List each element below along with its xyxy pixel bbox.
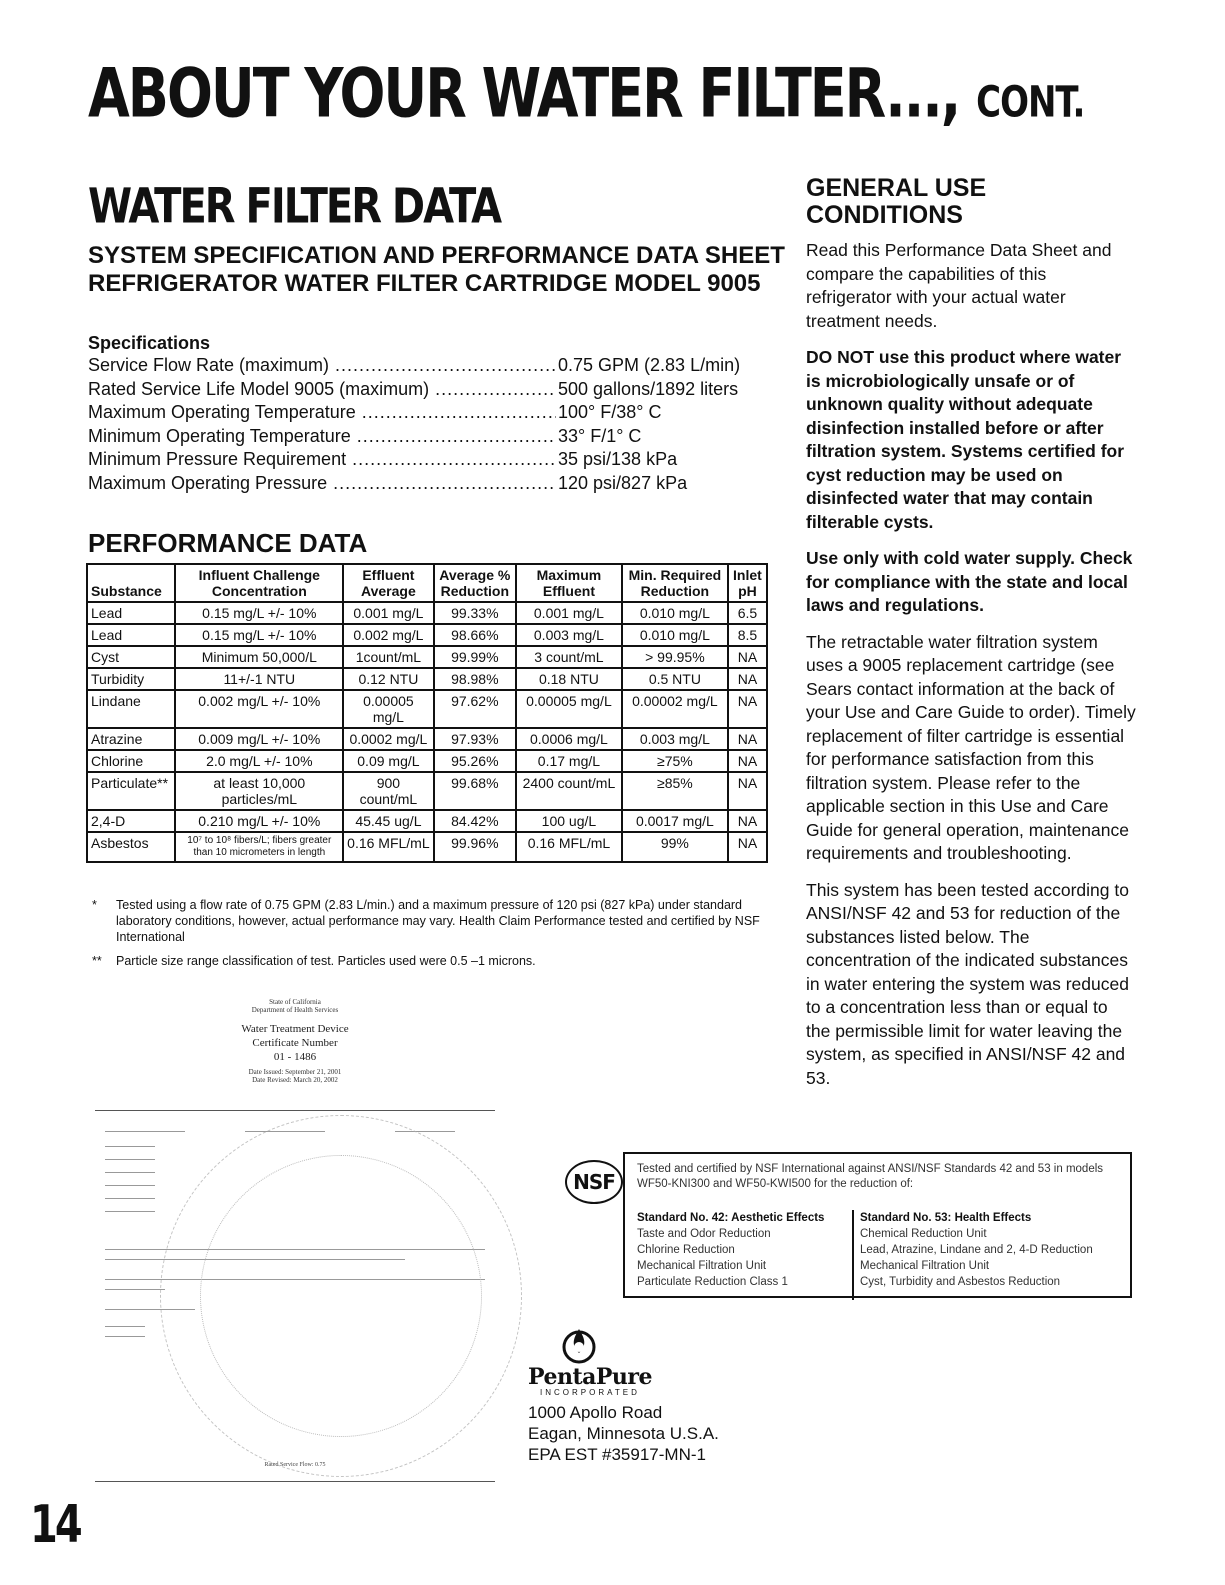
table-cell: 0.5 NTU [622,668,728,690]
table-cell: Lead [87,602,175,624]
table-cell: 0.003 mg/L [516,624,622,646]
col-avg-reduction: Average % Reduction [434,564,516,602]
table-cell: 0.16 MFL/mL [516,832,622,862]
table-cell: NA [728,728,767,750]
col-substance: Substance [87,564,175,602]
spec-name: Maximum Operating Temperature ..... [88,401,556,425]
table-row [87,832,767,862]
table-cell: 0.010 mg/L [622,602,728,624]
general-p1: Read this Performance Data Sheet and compare the capabilities of this refrigerator with your actual water treatment needs. [806,240,1112,331]
table-cell: 11+/-1 NTU [175,668,343,690]
col-min-required: Min. Required Reduction [622,564,728,602]
std53-column [860,1210,1125,1290]
table-cell: 98.66% [434,624,516,646]
page-number: 14 [30,1495,80,1555]
table-cell: 8.5 [728,624,767,646]
cert-number: 01 - 1486 [273,1051,317,1063]
table-cell: 900 count/mL [343,772,434,810]
table-cell: NA [728,690,767,728]
spec-value: 33° F/1° C [558,425,642,446]
table-cell: NA [728,668,767,690]
std53-item: Cyst, Turbidity and Asbestos Reduction [860,1276,1061,1288]
table-cell: Cyst [87,646,175,668]
table-cell: 0.00005 mg/L [516,690,622,728]
system-heading: SYSTEM SPECIFICATION AND PERFORMANCE DATA SHEET REFRIGERATOR WATER FILTER CARTRIDGE MODEL 9005 [88,242,785,297]
spec-value: 500 gallons/1892 liters [558,378,739,399]
table-cell: Chlorine [87,750,175,772]
table-cell: at least 10,000 particles/mL [175,772,343,810]
std53-item: Chemical Reduction Unit [860,1228,987,1240]
table-cell: 0.00002 mg/L [622,690,728,728]
table-cell: 0.0006 mg/L [516,728,622,750]
cert-footer: Rated Service Flow: 0.75 [264,1462,326,1468]
table-row [87,624,767,646]
table-cell: 99% [622,832,728,862]
spec-list [88,354,788,495]
spec-row [88,425,788,449]
table-row [87,772,767,810]
col-inlet-ph: Inlet pH [728,564,767,602]
table-row [87,602,767,624]
table-row [87,728,767,750]
table-cell: 0.010 mg/L [622,624,728,646]
nsf-certification-box [623,1152,1132,1298]
pentapure-logo-icon [559,1325,599,1365]
table-cell: 0.0002 mg/L [343,728,434,750]
general-p4: The retractable water filtration system uses a 9005 replacement cartridge (see Sears contact information at the back of your Use and Care Guide to order). Timely replacement of filter cartridge is essential for performance satisfaction from this filtration system. Please refer to the applicable section in this Use and Care Guide for general operation, maintenance requirements and troubleshooting. [806,631,1136,863]
certificate-header [95,998,495,1084]
table-cell: 100 ug/L [516,810,622,832]
std42-heading: Standard No. 42: Aesthetic Effects [637,1212,825,1224]
general-p5: This system has been tested according to ANSI/NSF 42 and 53 for reduction of the substances listed below. The concentration of the indicated substances in water entering the system was reduced to a concentration less than or equal to the permissible limit for water leaving the system, as specified in ANSI/NSF 42 and 53. [806,879,1129,1088]
table-cell: Lindane [87,690,175,728]
spec-row [88,378,788,402]
nsf-box-bottom-border [623,1296,1130,1298]
table-cell: 2.0 mg/L +/- 10% [175,750,343,772]
table-cell: Turbidity [87,668,175,690]
cert-issued: Date Issued: September 21, 2001 [248,1068,342,1076]
table-row [87,646,767,668]
table-cell: 0.003 mg/L [622,728,728,750]
address-line: Eagan, Minnesota U.S.A. [528,1424,719,1443]
general-use-conditions [806,175,1136,1103]
table-cell: Lead [87,624,175,646]
table-cell: 3 count/mL [516,646,622,668]
cert-state: State of California [269,998,321,1006]
performance-table [86,563,768,863]
table-cell: 0.16 MFL/mL [343,832,434,862]
table-cell: 0.001 mg/L [516,602,622,624]
col-max-effluent: Maximum Effluent [516,564,622,602]
table-cell: 0.12 NTU [343,668,434,690]
std42-column [637,1210,849,1290]
std42-item: Taste and Odor Reduction [637,1228,771,1240]
table-cell: 99.96% [434,832,516,862]
table-cell: 0.001 mg/L [343,602,434,624]
company-name: PentaPure [528,1364,652,1390]
table-cell: 0.09 mg/L [343,750,434,772]
cert-device: Water Treatment Device [241,1023,349,1035]
company-address [528,1402,719,1465]
page-title: ABOUT YOUR WATER FILTER..., CONT. [88,53,1085,133]
table-cell: 99.99% [434,646,516,668]
table-cell: 10⁷ to 10⁸ fibers/L; fibers greater than 10 micrometers in length [175,832,343,862]
table-cell: ≥85% [622,772,728,810]
cert-dept: Department of Health Services [251,1006,339,1014]
note: * Tested using a flow rate of 0.75 GPM (2.83 L/min.) and a maximum pressure of 120 psi (827 kPa) under standard laboratory conditions, however, actual performance may vary. Health Claim Performance tested and certified by NSF International [92,898,760,944]
std53-item: Mechanical Filtration Unit [860,1260,990,1272]
table-cell: 0.210 mg/L +/- 10% [175,810,343,832]
section-title: WATER FILTER DATA [88,179,501,235]
table-cell: NA [728,646,767,668]
nsf-divider [852,1210,854,1300]
spec-name: Minimum Pressure Requirement ..... [88,448,556,472]
table-cell: 45.45 ug/L [343,810,434,832]
address-line: 1000 Apollo Road [528,1403,663,1422]
spec-value: 0.75 GPM (2.83 L/min) [558,355,741,375]
company-inc: INCORPORATED [540,1388,640,1397]
nsf-logo-icon: NSF [565,1160,623,1204]
table-row [87,690,767,728]
table-row [87,750,767,772]
std53-heading: Standard No. 53: Health Effects [860,1212,1032,1224]
general-cold-water: Use only with cold water supply. Check for compliance with the state and local laws and regulations. [806,548,1133,615]
spec-value: 120 psi/827 kPa [558,472,688,493]
table-cell: ≥75% [622,750,728,772]
table-cell: 84.42% [434,810,516,832]
table-cell: 98.98% [434,668,516,690]
spec-row [88,472,788,496]
note: ** Particle size range classification of test. Particles used were 0.5 –1 microns. [92,954,536,968]
nsf-intro: Tested and certified by NSF International against ANSI/NSF Standards 42 and 53 in models WF50-KNI300 and WF50-KWI500 for the reduction of: [637,1163,1104,1190]
table-cell: NA [728,772,767,810]
std53-item: Lead, Atrazine, Lindane and 2, 4-D Reduction [860,1244,1093,1256]
table-row [87,668,767,690]
std42-item: Chlorine Reduction [637,1244,735,1256]
std42-item: Mechanical Filtration Unit [637,1260,767,1272]
seal-inner-ring [200,1155,482,1437]
spec-name: Rated Service Life Model 9005 (maximum) ..... [88,378,556,402]
table-cell: 0.00005 mg/L [343,690,434,728]
epa-number: EPA EST #35917-MN-1 [528,1445,706,1464]
spec-row [88,401,788,425]
col-influent: Influent Challenge Concentration [175,564,343,602]
spec-row [88,448,788,472]
table-cell: 0.002 mg/L [343,624,434,646]
table-cell: Minimum 50,000/L [175,646,343,668]
cert-label: Certificate Number [252,1037,338,1049]
table-cell: 97.93% [434,728,516,750]
spec-name: Maximum Operating Pressure ..... [88,472,556,496]
table-cell: 2400 count/mL [516,772,622,810]
table-notes [92,897,762,977]
cert-revised: Date Revised: March 20, 2002 [252,1076,338,1084]
table-header-row [87,564,767,602]
table-cell: NA [728,832,767,862]
general-heading: GENERAL USE CONDITIONS [806,174,987,229]
table-row [87,810,767,832]
general-warning: DO NOT use this product where water is microbiologically unsafe or of unknown quality without adequate disinfection installed before or after filtration system. Systems certified for cyst reduction may be used on disinfected water that may contain filterable cysts. [806,347,1125,532]
table-cell: 95.26% [434,750,516,772]
title-cont: CONT. [976,77,1085,128]
table-cell: NA [728,810,767,832]
table-cell: 0.009 mg/L +/- 10% [175,728,343,750]
table-cell: 2,4-D [87,810,175,832]
spec-row [88,354,788,378]
std42-item: Particulate Reduction Class 1 [637,1276,788,1288]
table-cell: 6.5 [728,602,767,624]
spec-name: Minimum Operating Temperature ..... [88,425,556,449]
table-cell: 0.15 mg/L +/- 10% [175,624,343,646]
table-cell: 0.002 mg/L +/- 10% [175,690,343,728]
table-cell: 0.18 NTU [516,668,622,690]
table-cell: 99.33% [434,602,516,624]
table-cell: 1count/mL [343,646,434,668]
spec-value: 35 psi/138 kPa [558,449,678,469]
table-cell: Particulate** [87,772,175,810]
table-cell: 0.15 mg/L +/- 10% [175,602,343,624]
table-cell: NA [728,750,767,772]
table-cell: 0.0017 mg/L [622,810,728,832]
specs-label: Specifications [88,333,211,353]
performance-heading: PERFORMANCE DATA [88,528,368,558]
table-cell: Asbestos [87,832,175,862]
spec-value: 100° F/38° C [558,402,662,422]
table-cell: Atrazine [87,728,175,750]
table-cell: > 99.95% [622,646,728,668]
table-cell: 99.68% [434,772,516,810]
spec-name: Service Flow Rate (maximum) ..... [88,354,556,378]
col-effluent-avg: Effluent Average [343,564,434,602]
table-cell: 97.62% [434,690,516,728]
table-cell: 0.17 mg/L [516,750,622,772]
